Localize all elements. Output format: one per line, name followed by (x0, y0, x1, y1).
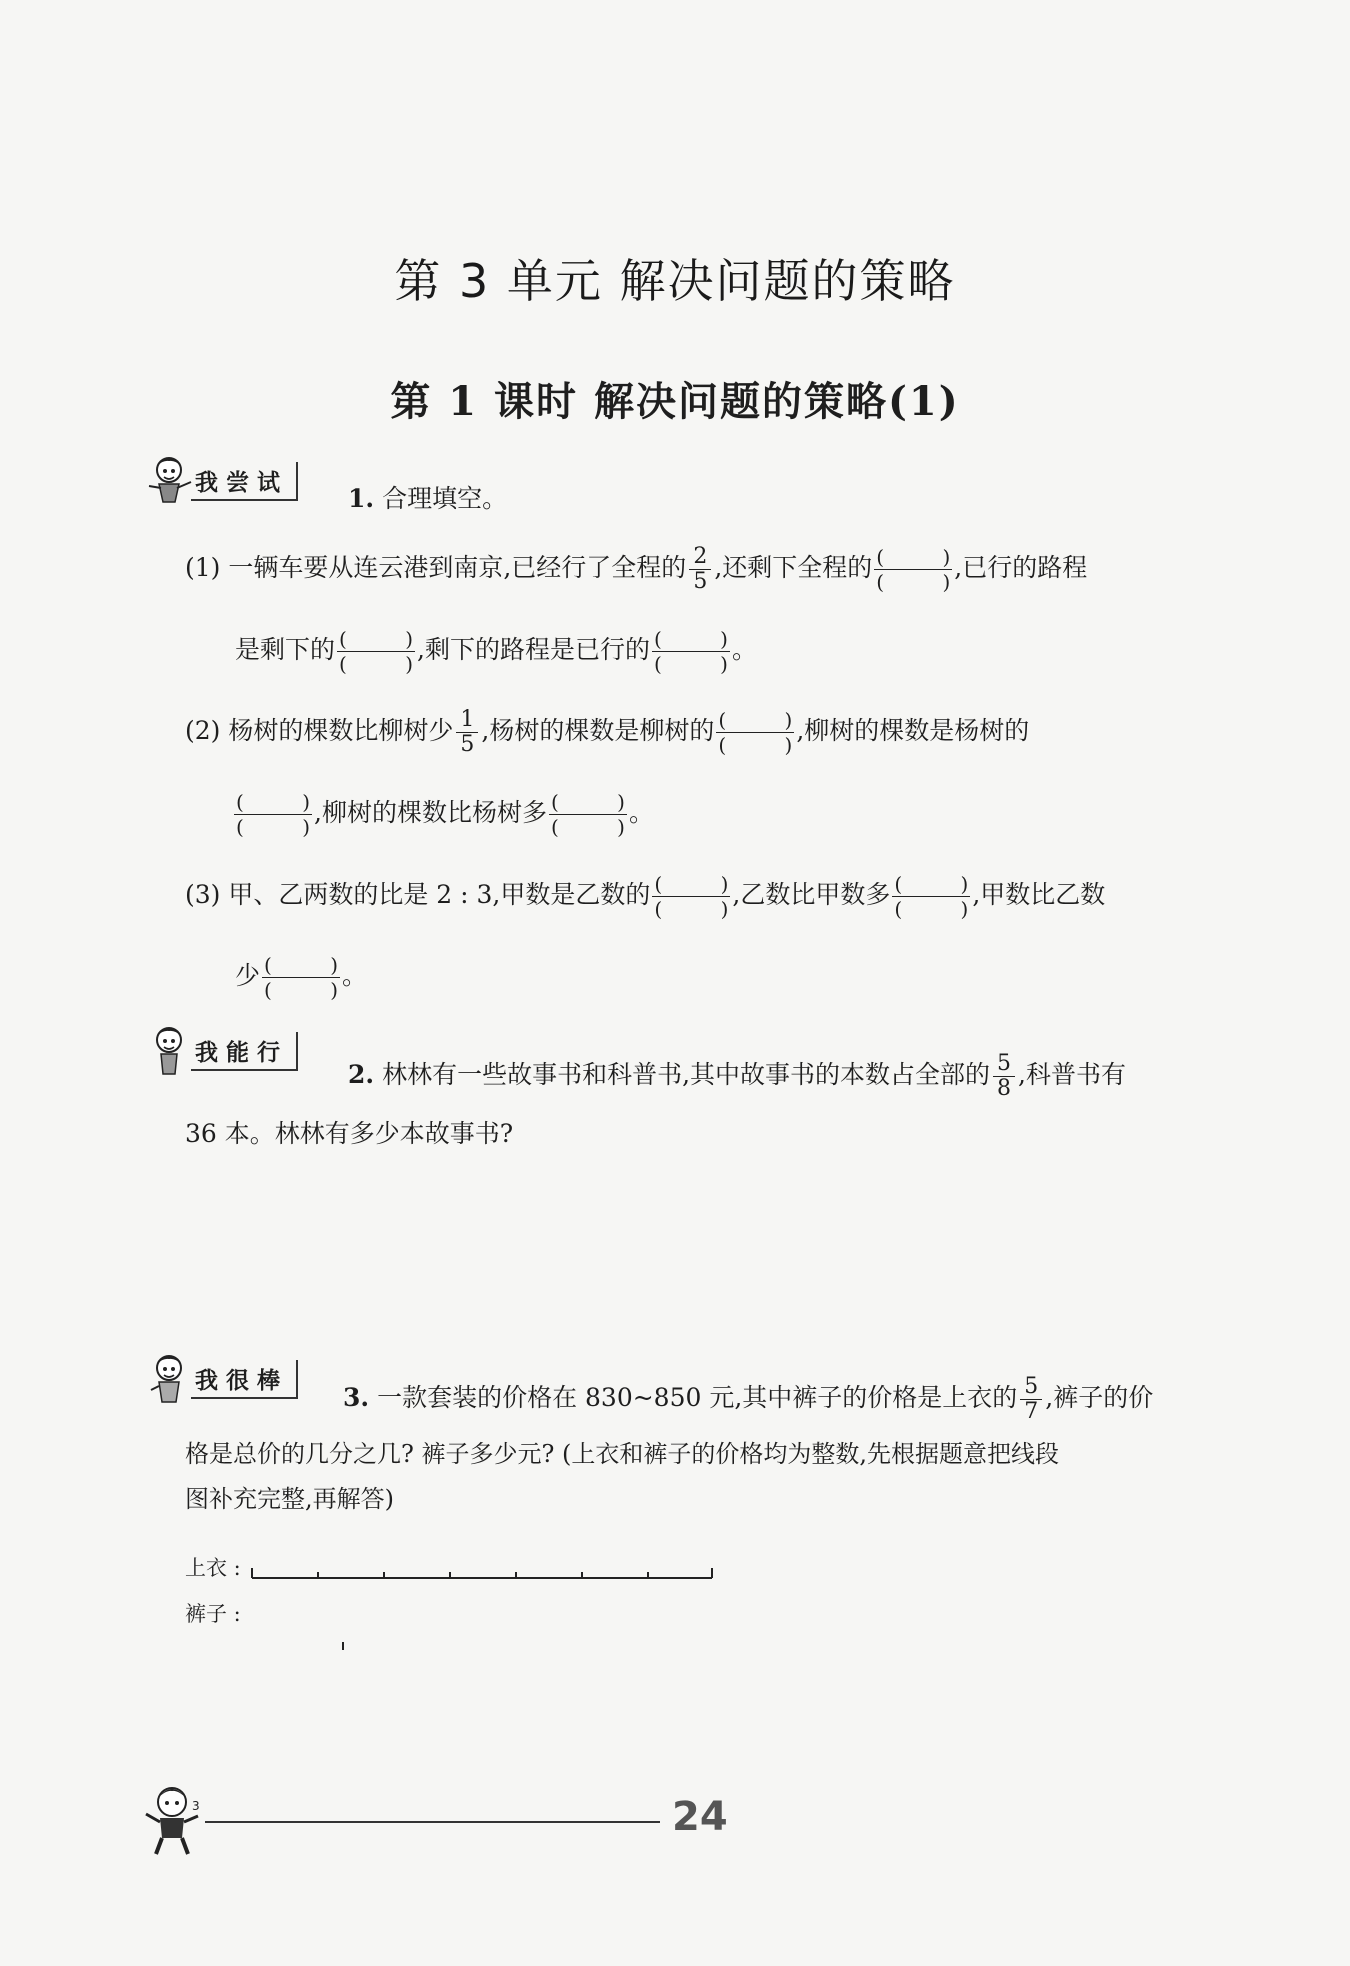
q3-line3: 图补充完整,再解答) (185, 1485, 394, 1513)
answer-blank[interactable]: ( ) ( ) (339, 627, 414, 676)
answer-blank[interactable]: ( ) ( ) (718, 708, 793, 757)
question-number: 2. (348, 1060, 375, 1089)
text: ,柳树的棵数比杨树多 (314, 798, 547, 827)
text: 一款套装的价格在 830~850 元,其中裤子的价格是上衣的 (377, 1383, 1018, 1412)
badge-label: 我尝试 (191, 462, 298, 501)
segment-label-top: 上衣 : (185, 1556, 241, 1580)
text: ,乙数比甲数多 (732, 880, 891, 909)
text: 林林有一些故事书和科普书,其中故事书的本数占全部的 (382, 1060, 991, 1089)
mascot-icon (145, 1350, 197, 1408)
q3-line1 (343, 1375, 1153, 1424)
q2-line2: 36 本。林林有多少本故事书? (185, 1119, 514, 1148)
q1-heading (348, 482, 507, 516)
section-badge-can (145, 1022, 298, 1080)
answer-blank[interactable]: ( ) ( ) (550, 790, 625, 839)
q2-line1 (348, 1052, 1126, 1101)
pants-segment-start-mark (338, 1640, 348, 1654)
question-number: 3. (343, 1383, 370, 1412)
text: ,裤子的价 (1045, 1383, 1154, 1412)
section-badge-try (145, 452, 298, 510)
text: ,剩下的路程是已行的 (417, 635, 650, 664)
answer-blank[interactable]: ( ) ( ) (654, 872, 729, 921)
footer-mascot-icon (140, 1780, 210, 1860)
fraction-numerator: 5 (997, 1051, 1012, 1076)
text: 。 (628, 798, 654, 827)
answer-blank[interactable]: ( ) ( ) (876, 545, 951, 594)
fraction (993, 1052, 1015, 1101)
q1-part2-line2 (232, 790, 654, 839)
fraction (1020, 1375, 1042, 1424)
q1-part2-line1 (185, 708, 1029, 757)
jacket-segment (248, 1556, 718, 1586)
fraction-denominator: 5 (689, 569, 711, 594)
question-title: 合理填空。 (382, 484, 508, 513)
mascot-icon (145, 1022, 197, 1080)
q1-part3-line1 (185, 872, 1105, 921)
fraction-denominator: 5 (456, 732, 478, 757)
text: 。 (342, 961, 368, 990)
text: 是剩下的 (235, 635, 336, 664)
text: (1) 一辆车要从连云港到南京,已经行了全程的 (185, 553, 687, 582)
svg-text:3: 3 (192, 1799, 200, 1813)
q1-part3-line2 (235, 953, 367, 1002)
badge-label: 我能行 (191, 1032, 298, 1071)
text: 少 (235, 961, 261, 990)
text: (2) 杨树的棵数比柳树少 (185, 716, 454, 745)
text: ,柳树的棵数是杨树的 (796, 716, 1030, 745)
answer-blank[interactable]: ( ) ( ) (653, 627, 728, 676)
text: (3) 甲、乙两数的比是 2 : 3,甲数是乙数的 (185, 880, 651, 909)
fraction (689, 545, 711, 594)
text: 。 (731, 635, 757, 664)
badge-label: 我很棒 (191, 1360, 298, 1399)
text: ,已行的路程 (954, 553, 1088, 582)
unit-title: 第 3 单元 解决问题的策略 (394, 254, 956, 308)
fraction-numerator: 1 (460, 707, 475, 732)
fraction-denominator: 8 (993, 1076, 1015, 1101)
answer-blank[interactable]: ( ) ( ) (894, 872, 969, 921)
fraction-denominator: 7 (1020, 1399, 1042, 1424)
q1-part1-line1 (185, 545, 1087, 594)
q3-line2: 格是总价的几分之几? 裤子多少元? (上衣和裤子的价格均为整数,先根据题意把线段 (185, 1440, 1059, 1468)
page-number: 24 (672, 1794, 728, 1840)
text: ,科普书有 (1018, 1060, 1126, 1089)
lesson-title: 第 1 课时 解决问题的策略(1) (390, 378, 960, 425)
answer-blank[interactable]: ( ) ( ) (264, 953, 339, 1002)
mascot-icon (145, 452, 197, 510)
text: ,还剩下全程的 (714, 553, 873, 582)
q1-part1-line2 (235, 627, 757, 676)
segment-label-bottom: 裤子 : (185, 1602, 241, 1626)
answer-blank[interactable]: ( ) ( ) (236, 790, 310, 839)
fraction (456, 708, 478, 757)
text: ,杨树的棵数是柳树的 (481, 716, 715, 745)
footer-rule (205, 1821, 660, 1823)
section-badge-great (145, 1350, 298, 1408)
fraction-numerator: 5 (1024, 1374, 1039, 1399)
text: ,甲数比乙数 (972, 880, 1106, 909)
question-number: 1. (348, 484, 375, 513)
fraction-numerator: 2 (693, 544, 708, 569)
